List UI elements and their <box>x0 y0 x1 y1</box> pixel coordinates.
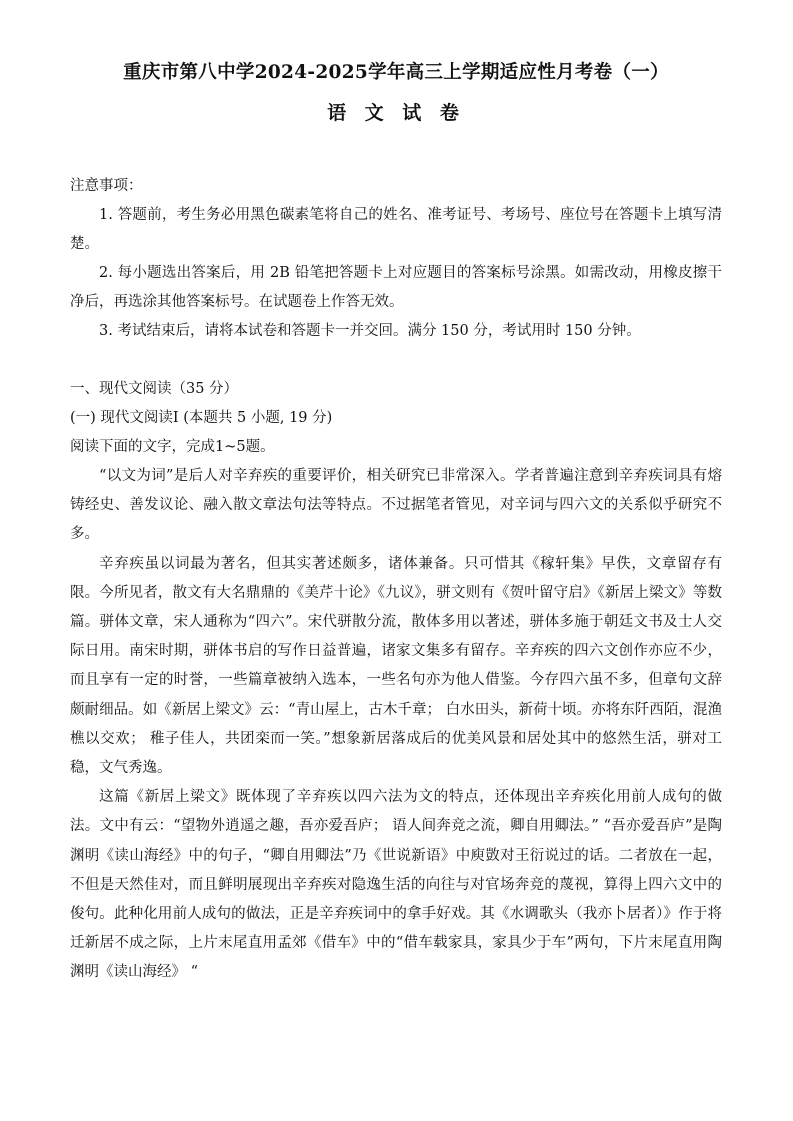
reading-article <box>70 462 722 988</box>
exam-page <box>70 58 722 988</box>
section-instruction: 阅读下面的文字，完成1~5题。 <box>70 439 275 455</box>
exam-title: 重庆市第八中学2024-2025学年高三上学期适应性月考卷（一） <box>123 62 669 83</box>
notice-section <box>70 172 722 346</box>
article-paragraph-2: 辛弃疾虽以词最为著名，但其实著述颇多，诸体兼备。只可惜其《稼轩集》早佚，文章留存有限。今所见者，散文有大名鼎鼎的《美芹十论》《九议》，骈文则有《贺叶留守启》《新居上梁文》等数篇。骈体文章，宋人通称为“四六”。宋代骈散分流，散体多用以著述，骈体多施于朝廷文书及士人交际日用。南宋时期，骈体书启的写作日益普遍，诸家文集多有留存。辛弃疾的四六文创作亦应不少，而且享有一定的时誉，一些篇章被纳入选本，一些名句亦为他人借鉴。今存四六虽不多，但章句文辞颇耐细品。如《新居上梁文》云：“青山屋上，古木千章； 白水田头，新荷十顷。亦将东阡西陌，混渔樵以交欢； 稚子佳人，共团栾而一笑。”想象新居落成后的优美风景和居处其中的悠然生活，骈对工稳，文气秀逸。 <box>70 555 722 777</box>
notice-heading: 注意事项： <box>70 178 143 194</box>
notice-item-3: 3. 考试结束后，请将本试卷和答题卡一并交回。满分 150 分，考试用时 150 分钟。 <box>99 323 641 339</box>
reading-section <box>70 375 722 462</box>
notice-item-1: 1. 答题前，考生务必用黑色碳素笔将自己的姓名、准考证号、考场号、座位号在答题卡上填写清楚。 <box>70 207 722 252</box>
article-paragraph-3: 这篇《新居上梁文》既体现了辛弃疾以四六法为文的特点，还体现出辛弃疾化用前人成句的做法。文中有云：“望物外逍遥之趣，吾亦爱吾庐； 语人间奔竞之流，卿自用卿法。” “吾亦爱吾庐”是陶渊明《读山海经》中的句子，“卿自用卿法”乃《世说新语》中庾敳对王衍说过的话。二者放在一起，不但是天然佳对，而且鲜明展现出辛弃疾对隐逸生活的向往与对官场奔竞的蔑视，算得上四六文中的俊句。此种化用前人成句的做法，正是辛弃疾词中的拿手好戏。其《水调歌头（我亦卜居者）》作于将迁新居不成之际，上片末尾直用孟郊《借车》中的“借车载家具，家具少于车”两句，下片末尾直用陶渊明《读山海经》 “ <box>70 789 722 981</box>
exam-subtitle: 语 文 试 卷 <box>327 102 465 124</box>
section-subheading: (一) 现代文阅读Ⅰ (本题共 5 小题, 19 分) <box>70 410 333 426</box>
section-heading: 一、现代文阅读（35 分） <box>70 381 239 397</box>
notice-item-2: 2. 每小题选出答案后，用 2B 铅笔把答题卡上对应题目的答案标号涂黑。如需改动，用橡皮擦干净后，再选涂其他答案标号。在试题卷上作答无效。 <box>70 265 722 310</box>
article-paragraph-1: “以文为词”是后人对辛弃疾的重要评价，相关研究已非常深入。学者普遍注意到辛弃疾词具有熔铸经史、善发议论、融入散文章法句法等特点。不过据笔者管见，对辛词与四六文的关系似乎研究不多。 <box>70 468 722 543</box>
